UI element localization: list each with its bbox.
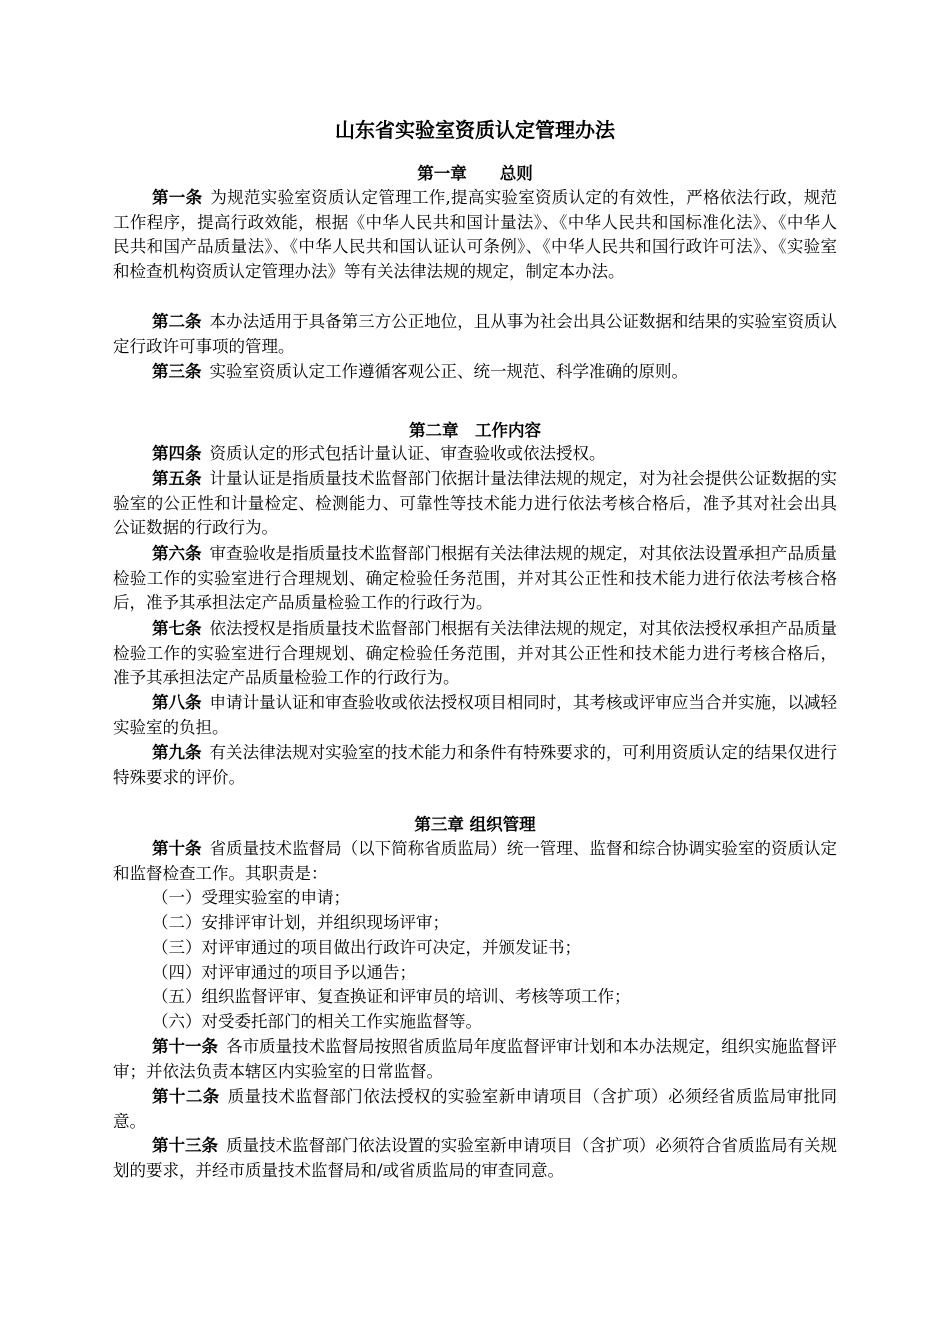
article-text: 申请计量认证和审查验收或依法授权项目相同时，其考核或评审应当合并实施，以减轻实验室的负担。	[113, 693, 838, 737]
article-label: 第十条	[152, 839, 202, 858]
article-label: 第九条	[152, 743, 202, 762]
article-text: 资质认定的形式包括计量认证、审查验收或依法授权。	[209, 444, 606, 463]
article-label: 第四条	[152, 444, 202, 463]
chapter-heading: 第三章 组织管理	[414, 815, 536, 834]
article-text: 有关法律法规对实验室的技术能力和条件有特殊要求的，可利用资质认定的结果仅进行特殊要求的评价。	[113, 743, 838, 787]
article-paragraph	[113, 310, 837, 359]
article-text: 省质量技术监督局（以下简称省质监局）统一管理、监督和综合协调实验室的资质认定和监督检查工作。其职责是：	[113, 839, 838, 883]
article-label: 第二条	[152, 312, 202, 331]
duty-item: （一）受理实验室的申请；	[152, 888, 350, 907]
article-text: 质量技术监督部门依法设置的实验室新申请项目（含扩项）必须符合省质监局有关规划的要求，并经市质量技术监督局和/或省质监局的审查同意。	[113, 1136, 838, 1180]
article-paragraph	[113, 837, 837, 886]
article-label: 第五条	[152, 469, 202, 488]
article-text: 各市质量技术监督局按照省质监局年度监督评审计划和本办法规定，组织实施监督评审；并依法负责本辖区内实验室的日常监督。	[113, 1037, 838, 1081]
duty-item: （六）对受委托部门的相关工作实施监督等。	[152, 1012, 482, 1031]
article-text: 依法授权是指质量技术监督部门根据有关法律法规的规定，对其依法授权承担产品质量检验工作的实验室进行合理规划、确定检验任务范围，并对其公正性和技术能力进行考核合格后，准予其承担法定产品质量检验工作的行政行为。	[113, 619, 838, 688]
article-label: 第七条	[152, 619, 202, 638]
article-text: 为规范实验室资质认定管理工作,提高实验室资质认定的有效性，严格依法行政，规范工作程序，提高行政效能，根据《中华人民共和国计量法》、《中华人民共和国标准化法》、《中华人民共和国产品质量法》、《中华人民共和国认证认可条例》、《中华人民共和国行政许可法》、《实验室和检查机构资质认定管理办法》等有关法律法规的规定，制定本办法。	[113, 188, 838, 281]
article-label: 第六条	[152, 544, 202, 563]
article-label: 第三条	[152, 362, 202, 381]
article-paragraph	[113, 442, 837, 467]
article-paragraph	[113, 467, 837, 541]
article-text: 本办法适用于具备第三方公正地位，且从事为社会出具公证数据和结果的实验室资质认定行政许可事项的管理。	[113, 312, 838, 356]
article-paragraph	[113, 1134, 837, 1183]
article-paragraph	[113, 691, 837, 740]
article-text: 计量认证是指质量技术监督部门依据计量法律法规的规定，对为社会提供公证数据的实验室的公正性和计量检定、检测能力、可靠性等技术能力进行依法考核合格后，准予其对社会出具公证数据的行政行为。	[113, 469, 838, 538]
article-paragraph	[113, 360, 837, 385]
article-text: 审查验收是指质量技术监督部门根据有关法律法规的规定，对其依法设置承担产品质量检验工作的实验室进行合理规划、确定检验任务范围，并对其公正性和技术能力进行依法考核合格后，准予其承担法定产品质量检验工作的行政行为。	[113, 544, 838, 613]
article-label: 第十一条	[152, 1037, 219, 1056]
duty-item: （三）对评审通过的项目做出行政许可决定，并颁发证书；	[152, 938, 581, 957]
article-paragraph	[113, 741, 837, 790]
article-paragraph	[113, 1085, 837, 1134]
article-label: 第八条	[152, 693, 202, 712]
duty-item: （二）安排评审计划，并组织现场评审；	[152, 913, 449, 932]
article-label: 第十三条	[152, 1136, 219, 1155]
article-text: 质量技术监督部门依法授权的实验室新申请项目（含扩项）必须经省质监局审批同意。	[113, 1087, 838, 1131]
document-title: 山东省实验室资质认定管理办法	[335, 118, 615, 142]
article-paragraph	[113, 617, 837, 691]
article-label: 第一条	[152, 188, 203, 207]
duty-item: （四）对评审通过的项目予以通告；	[152, 963, 416, 982]
article-label: 第十二条	[152, 1087, 220, 1106]
duty-item: （五）组织监督评审、复查换证和评审员的培训、考核等项工作；	[152, 987, 631, 1006]
chapter-heading: 第二章 工作内容	[409, 421, 541, 440]
article-paragraph	[113, 186, 837, 284]
article-paragraph	[113, 542, 837, 616]
chapter-heading: 第一章 总则	[417, 164, 533, 183]
article-paragraph	[113, 1035, 837, 1084]
article-text: 实验室资质认定工作遵循客观公正、统一规范、科学准确的原则。	[209, 362, 688, 381]
